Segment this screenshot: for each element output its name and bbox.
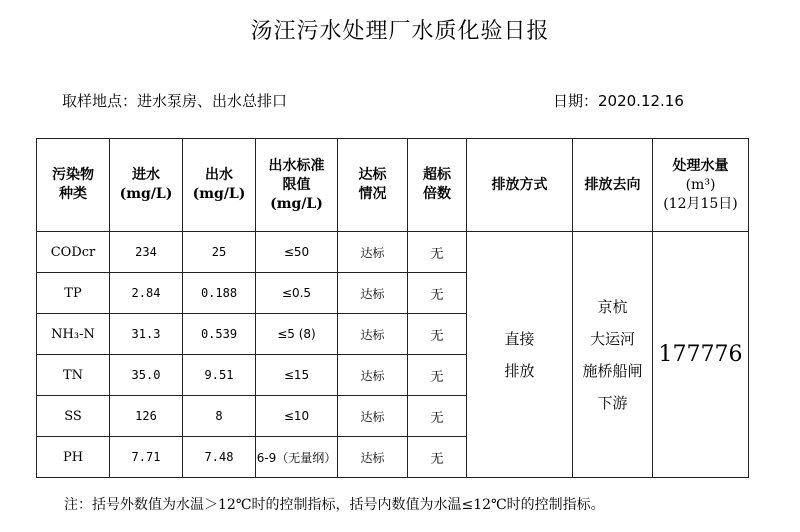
row-outflow: 0.539	[183, 314, 256, 355]
row-limit: ≤50	[256, 232, 338, 273]
header-outflow-line1: 出水	[205, 167, 233, 183]
header-volume-line1: 处理水量	[672, 157, 729, 174]
discharge-method-line1: 直接	[504, 329, 535, 348]
discharge-direction-line1: 京杭	[597, 297, 628, 316]
header-inflow-line1: 进水	[132, 167, 160, 183]
row-item: NH₃-N	[37, 314, 110, 355]
header-pollutant-line1: 污染物	[52, 167, 94, 183]
header-method	[467, 139, 573, 232]
discharge-direction	[573, 232, 653, 478]
table-row	[37, 232, 749, 273]
row-outflow: 0.188	[183, 273, 256, 314]
row-exceed: 无	[408, 355, 467, 396]
row-outflow: 9.51	[183, 355, 256, 396]
header-exceed-line1: 超标	[423, 167, 451, 183]
header-exceed-line2: 倍数	[423, 186, 451, 202]
header-volume-line3: (12月15日)	[663, 195, 738, 212]
discharge-method	[467, 232, 573, 478]
header-status	[338, 139, 408, 232]
row-limit: ≤5 (8)	[256, 314, 338, 355]
header-row	[37, 139, 749, 232]
row-outflow: 7.48	[183, 437, 256, 478]
row-limit: ≤10	[256, 396, 338, 437]
row-item: TN	[37, 355, 110, 396]
row-item: SS	[37, 396, 110, 437]
report-title: 汤汪污水处理厂水质化验日报	[250, 19, 550, 44]
row-status: 达标	[338, 273, 408, 314]
header-limit-line2: 限值	[282, 176, 311, 193]
header-direction-text: 排放去向	[584, 176, 641, 193]
row-inflow: 31.3	[110, 314, 183, 355]
row-item: CODcr	[37, 232, 110, 273]
discharge-direction-line3: 施桥船闸	[582, 361, 643, 380]
row-status: 达标	[338, 355, 408, 396]
header-status-line2: 情况	[358, 186, 387, 202]
row-item: PH	[37, 437, 110, 478]
row-inflow: 35.0	[110, 355, 183, 396]
water-quality-table	[36, 138, 749, 478]
row-status: 达标	[338, 232, 408, 273]
row-inflow: 7.71	[110, 437, 183, 478]
row-exceed: 无	[408, 232, 467, 273]
header-direction	[573, 139, 653, 232]
header-exceed	[408, 139, 467, 232]
row-exceed: 无	[408, 437, 467, 478]
discharge-direction-line4: 下游	[597, 393, 628, 412]
row-item: TP	[37, 273, 110, 314]
treated-volume: 177776	[653, 232, 749, 478]
header-inflow	[110, 139, 183, 232]
row-status: 达标	[338, 314, 408, 355]
sampling-location: 取样地点：进水泵房、出水总排口	[62, 92, 288, 110]
row-inflow: 234	[110, 232, 183, 273]
row-limit: ≤0.5	[256, 273, 338, 314]
header-limit-line3: (mg/L)	[270, 195, 323, 212]
row-exceed: 无	[408, 396, 467, 437]
header-outflow	[183, 139, 256, 232]
footnote: 注：括号外数值为水温＞12℃时的控制指标，括号内数值为水温≤12℃时的控制指标。	[64, 497, 605, 513]
header-pollutant	[37, 139, 110, 232]
header-status-line1: 达标	[358, 167, 387, 183]
row-limit: 6-9（无量纲）	[256, 437, 338, 478]
row-status: 达标	[338, 437, 408, 478]
header-limit-line1: 出水标准	[268, 157, 325, 174]
row-inflow: 126	[110, 396, 183, 437]
header-volume-line2: (m³)	[685, 176, 716, 193]
header-outflow-line2: (mg/L)	[192, 186, 246, 202]
report-date: 日期：2020.12.16	[553, 92, 684, 110]
header-inflow-line2: (mg/L)	[119, 186, 173, 202]
discharge-direction-line2: 大运河	[589, 329, 635, 348]
discharge-method-line2: 排放	[504, 361, 535, 380]
row-exceed: 无	[408, 314, 467, 355]
header-pollutant-line2: 种类	[59, 186, 87, 202]
row-outflow: 8	[183, 396, 256, 437]
row-inflow: 2.84	[110, 273, 183, 314]
header-volume	[653, 139, 749, 232]
header-method-text: 排放方式	[491, 176, 548, 193]
row-exceed: 无	[408, 273, 467, 314]
row-limit: ≤15	[256, 355, 338, 396]
header-limit	[256, 139, 338, 232]
row-status: 达标	[338, 396, 408, 437]
row-outflow: 25	[183, 232, 256, 273]
